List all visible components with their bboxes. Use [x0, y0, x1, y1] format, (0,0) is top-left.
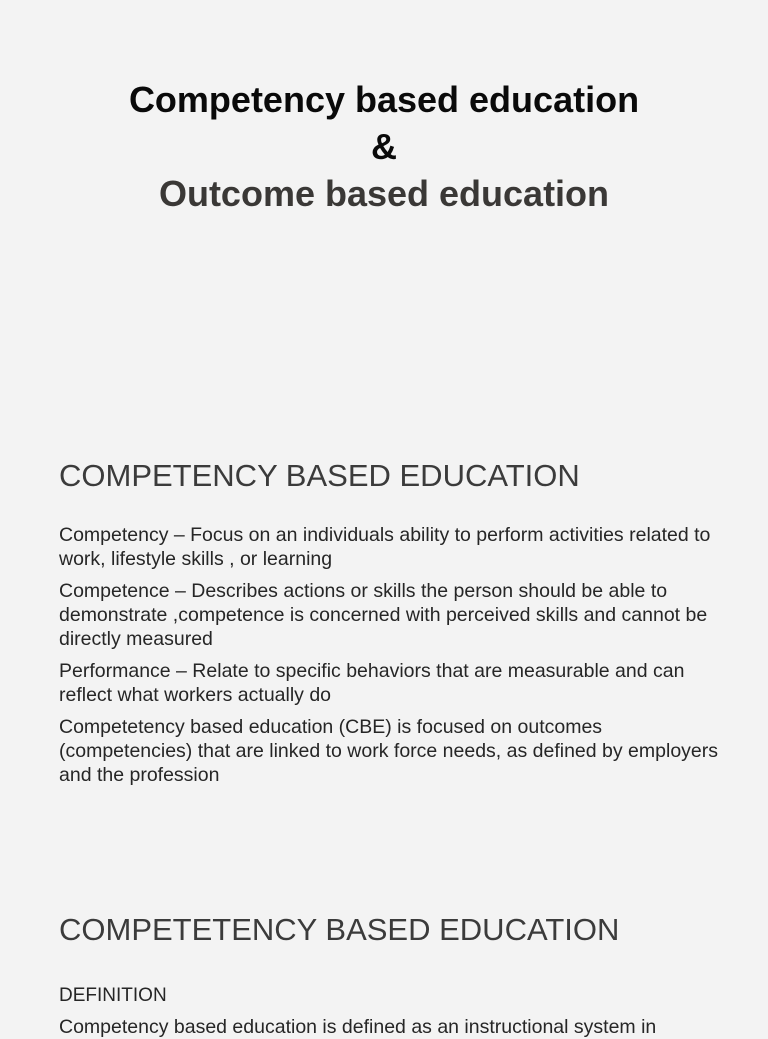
list-item: Competetency based education (CBE) is focused on outcomes (competencies) that are linked to work force needs, as defined by employers and the profession [59, 716, 719, 786]
list-item: Performance – Relate to specific behaviors that are measurable and can reflect what workers actually do [59, 660, 685, 706]
definition-text: Competency based education is defined as an instructional system in [59, 1016, 657, 1038]
list-item: Competency – Focus on an individuals ability to perform activities related to work, lifestyle skills , or learning [59, 524, 711, 570]
list-item: Competence – Describes actions or skills the person should be able to demonstrate ,competence is concerned with perceived skills and cannot be directly measured [59, 580, 708, 650]
title-line-1: Competency based education [128, 79, 640, 120]
cbe-slide [0, 415, 768, 835]
title-ampersand: & [371, 126, 397, 167]
section-heading: COMPETENCY BASED EDUCATION [59, 458, 580, 493]
title-line-2: Outcome based education [158, 173, 610, 214]
title-slide [0, 0, 768, 415]
section-heading: COMPETETENCY BASED EDUCATION [59, 912, 620, 947]
bullet-list [59, 523, 719, 795]
definition-label: DEFINITION [59, 985, 167, 1006]
definition-slide [0, 835, 768, 1038]
